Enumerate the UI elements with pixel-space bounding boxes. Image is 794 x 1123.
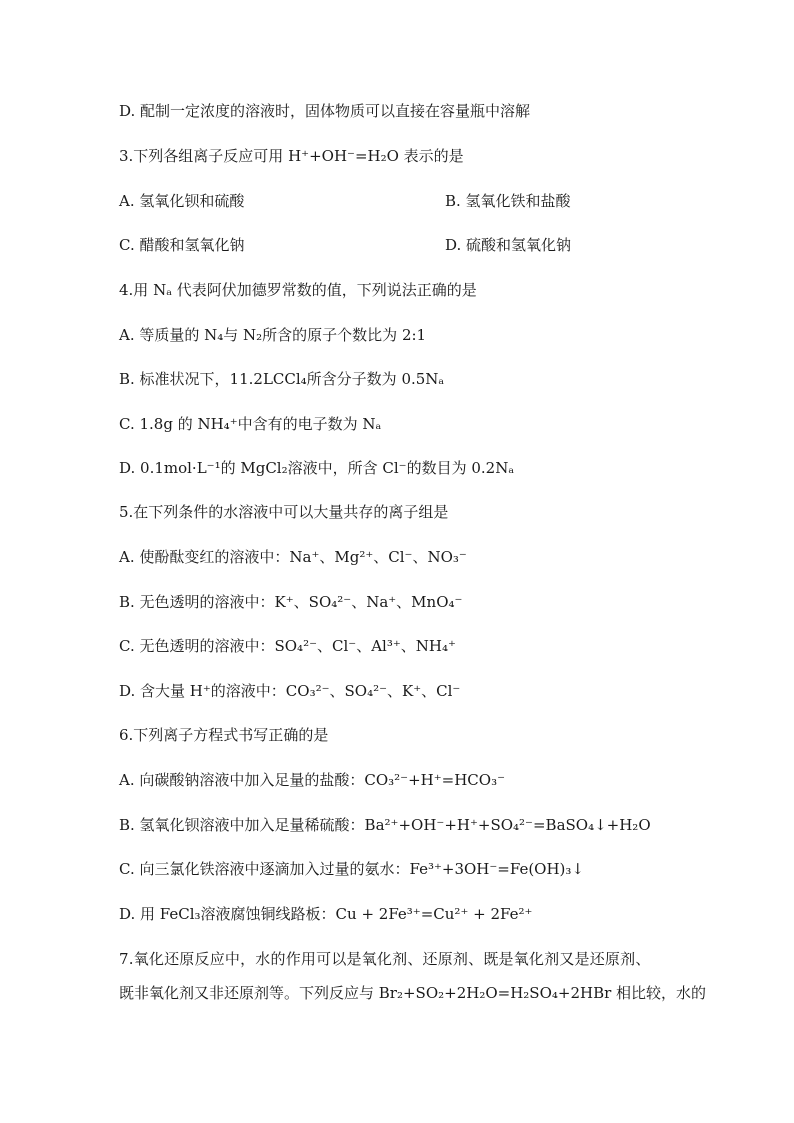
q4-stem: 4.用 Nₐ 代表阿伏加德罗常数的值，下列说法正确的是 [119, 281, 477, 299]
q6-option-c: C. 向三氯化铁溶液中逐滴加入过量的氨水：Fe³⁺+3OH⁻=Fe(OH)₃↓ [119, 860, 584, 878]
q3-option-c: C. 醋酸和氢氧化钠 [119, 236, 245, 254]
q6-option-d: D. 用 FeCl₃溶液腐蚀铜线路板：Cu + 2Fe³⁺=Cu²⁺ + 2Fe²⁺ [119, 905, 533, 923]
q5-option-a: A. 使酚酞变红的溶液中：Na⁺、Mg²⁺、Cl⁻、NO₃⁻ [119, 548, 467, 566]
q3-option-a: A. 氢氧化钡和硫酸 [119, 192, 245, 210]
q5-option-c: C. 无色透明的溶液中：SO₄²⁻、Cl⁻、Al³⁺、NH₄⁺ [119, 637, 456, 655]
q4-option-d: D. 0.1mol·L⁻¹的 MgCl₂溶液中，所含 Cl⁻的数目为 0.2Nₐ [119, 459, 515, 477]
q5-option-d: D. 含大量 H⁺的溶液中：CO₃²⁻、SO₄²⁻、K⁺、Cl⁻ [119, 682, 461, 700]
q4-option-b: B. 标准状况下，11.2LCCl₄所含分子数为 0.5Nₐ [119, 370, 445, 388]
q4-option-a: A. 等质量的 N₄与 N₂所含的原子个数比为 2:1 [119, 326, 427, 344]
q2-option-d: D. 配制一定浓度的溶液时，固体物质可以直接在容量瓶中溶解 [119, 102, 531, 120]
q5-option-b: B. 无色透明的溶液中：K⁺、SO₄²⁻、Na⁺、MnO₄⁻ [119, 593, 463, 611]
q7-stem-line1: 7.氧化还原反应中，水的作用可以是氧化剂、还原剂、既是氧化剂又是还原剂、 [119, 950, 651, 968]
q6-stem: 6.下列离子方程式书写正确的是 [119, 726, 329, 744]
q6-option-b: B. 氢氧化钡溶液中加入足量稀硫酸：Ba²⁺+OH⁻+H⁺+SO₄²⁻=BaSO₄↓+H₂O [119, 816, 651, 834]
q3-option-d: D. 硫酸和氢氧化钠 [445, 236, 572, 254]
q4-option-c: C. 1.8g 的 NH₄⁺中含有的电子数为 Nₐ [119, 415, 382, 433]
q7-stem-line2: 既非氧化剂又非还原剂等。下列反应与 Br₂+SO₂+2H₂O=H₂SO₄+2HBr 相比较，水的 [119, 984, 707, 1002]
q5-stem: 5.在下列条件的水溶液中可以大量共存的离子组是 [119, 503, 449, 521]
q3-stem: 3.下列各组离子反应可用 H⁺+OH⁻=H₂O 表示的是 [119, 147, 464, 165]
q3-option-b: B. 氢氧化铁和盐酸 [445, 192, 571, 210]
q6-option-a: A. 向碳酸钠溶液中加入足量的盐酸：CO₃²⁻+H⁺=HCO₃⁻ [119, 771, 506, 789]
